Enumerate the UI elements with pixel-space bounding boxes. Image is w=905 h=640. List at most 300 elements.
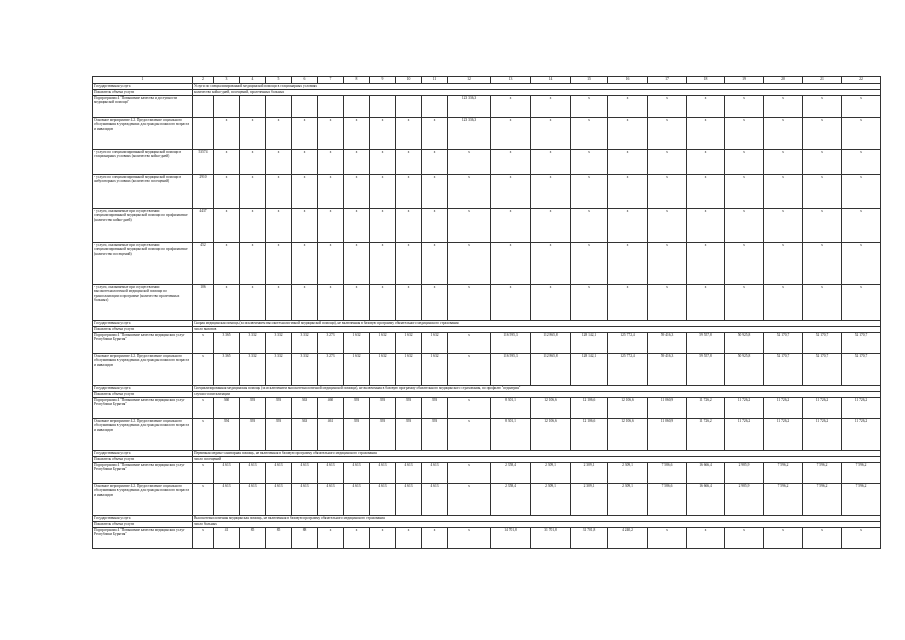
table-cell xyxy=(422,96,448,118)
table-cell: x xyxy=(448,150,491,175)
table-cell: x xyxy=(448,398,491,419)
table-cell: x xyxy=(725,209,764,243)
table-cell: 4 613 xyxy=(318,484,344,516)
table-cell: x xyxy=(266,150,292,175)
table-cell: 360 xyxy=(214,398,240,419)
table-cell: x xyxy=(422,528,448,549)
table-cell: x xyxy=(344,528,370,549)
table-cell: x xyxy=(422,175,448,209)
table-row xyxy=(93,419,881,451)
header-cell: 10 xyxy=(396,77,422,84)
row-name: Основное мероприятие 4.2. Предоставление социального обслуживания в учреждениях для граждан пожилого возраста и инвалидов xyxy=(93,484,193,516)
table-cell: x xyxy=(266,118,292,150)
budget-table xyxy=(92,76,881,549)
table-cell: 2 309,1 xyxy=(531,484,571,516)
table-cell: x xyxy=(571,96,608,118)
table-cell: 1 632 xyxy=(422,354,448,386)
service-value: Специализированная медицинская помощь (за исключением высокотехнологичной медицинской помощи), не включенная в базовую программу обязательного медицинского страхования, по профилю "педиатрия" xyxy=(193,386,881,392)
table-cell: x xyxy=(803,243,842,285)
header-cell: 16 xyxy=(608,77,648,84)
table-cell: 4 240,2 xyxy=(608,528,648,549)
table-cell: x xyxy=(764,150,803,175)
table-cell: 2 985,9 xyxy=(725,463,764,484)
indicator-value: количество койко-дней, посещений, пролеченных больных xyxy=(193,90,881,96)
table-cell: x xyxy=(240,175,266,209)
table-cell: 393 xyxy=(266,398,292,419)
service-label: Государственная услуга xyxy=(93,516,193,522)
table-cell: 4 613 xyxy=(422,484,448,516)
table-cell: 123 336,3 xyxy=(448,118,491,150)
table-cell: x xyxy=(648,118,687,150)
header-cell: 18 xyxy=(687,77,725,84)
table-cell: 12 106,6 xyxy=(531,419,571,451)
table-cell: x xyxy=(687,175,725,209)
row-name: - услуги по специализированной медицинской помощи в амбулаторных условиях (количество посещений) xyxy=(93,175,193,209)
header-cell: 21 xyxy=(803,77,842,84)
table-cell: x xyxy=(842,528,881,549)
table-cell xyxy=(396,96,422,118)
table-cell: x xyxy=(396,150,422,175)
table-cell: 4 613 xyxy=(292,463,318,484)
table-cell: 50 925,8 xyxy=(725,333,764,354)
table-cell: 52 170,7 xyxy=(803,354,842,386)
table-cell: x xyxy=(571,175,608,209)
table-cell: 52 170,7 xyxy=(842,333,881,354)
table-cell: x xyxy=(422,243,448,285)
table-cell: 2 985,9 xyxy=(725,484,764,516)
row-name: Подпрограмма 4 "Повышение качества медицинских услуг Республики Бурятия" xyxy=(93,333,193,354)
table-cell: 7 596,2 xyxy=(842,484,881,516)
table-cell: 11 726,2 xyxy=(842,398,881,419)
table-cell: x xyxy=(396,209,422,243)
table-cell: x xyxy=(803,209,842,243)
header-cell: 19 xyxy=(725,77,764,84)
table-cell: 393 xyxy=(422,419,448,451)
table-cell: 2 358,4 xyxy=(491,463,531,484)
table-cell: 4 613 xyxy=(396,484,422,516)
table-cell: x xyxy=(448,285,491,321)
table-cell: x xyxy=(608,209,648,243)
table-cell: x xyxy=(764,209,803,243)
document-sheet xyxy=(92,76,868,549)
table-cell: x xyxy=(648,285,687,321)
table-cell: x xyxy=(687,118,725,150)
table-cell: x xyxy=(396,175,422,209)
table-cell: 393 xyxy=(266,419,292,451)
table-cell: 2 309,1 xyxy=(608,463,648,484)
indicator-label: Показатель объема услуги xyxy=(93,327,193,333)
table-cell: 125 772,4 xyxy=(608,354,648,386)
table-cell: x xyxy=(648,175,687,209)
table-cell: x xyxy=(193,419,214,451)
row-name: Подпрограмма 4 "Повышение качества медицинских услуг Республики Бурятия" xyxy=(93,398,193,419)
table-cell: x xyxy=(240,118,266,150)
table-cell: 116 595,3 xyxy=(491,333,531,354)
table-cell: x xyxy=(214,118,240,150)
table-cell: x xyxy=(318,285,344,321)
table-row xyxy=(93,528,881,549)
table-cell: 7 596,2 xyxy=(803,484,842,516)
table-cell: 8 301,1 xyxy=(491,398,531,419)
table-cell: 4 613 xyxy=(214,463,240,484)
table-cell: 3 332 xyxy=(240,333,266,354)
table-cell: 52 170,7 xyxy=(764,333,803,354)
table-cell: 16 666,4 xyxy=(687,463,725,484)
header-cell: 2 xyxy=(193,77,214,84)
header-cell: 13 xyxy=(491,77,531,84)
table-cell: x xyxy=(571,118,608,150)
table-cell: x xyxy=(491,209,531,243)
table-cell: x xyxy=(318,118,344,150)
table-cell: x xyxy=(240,243,266,285)
table-row xyxy=(93,398,881,419)
table-row xyxy=(93,463,881,484)
header-cell: 3 xyxy=(214,77,240,84)
table-cell: x xyxy=(608,175,648,209)
table-cell: x xyxy=(214,175,240,209)
table-row xyxy=(93,354,881,386)
table-cell: 12 106,6 xyxy=(608,398,648,419)
table-cell: 4 613 xyxy=(266,463,292,484)
table-cell: 2 309,1 xyxy=(608,484,648,516)
table-cell: x xyxy=(292,150,318,175)
table-cell: 4 613 xyxy=(318,463,344,484)
table-cell: 11 726,2 xyxy=(725,419,764,451)
table-cell: 2 309,1 xyxy=(571,484,608,516)
table-cell: x xyxy=(396,285,422,321)
table-cell: 12 106,6 xyxy=(571,419,608,451)
table-cell: x xyxy=(648,209,687,243)
table-cell: 50 925,8 xyxy=(725,354,764,386)
table-cell: x xyxy=(448,528,491,549)
table-cell: x xyxy=(292,285,318,321)
table-cell xyxy=(193,96,214,118)
header-cell: 4 xyxy=(240,77,266,84)
row-name: Подпрограмма 4 "Повышение качества и доступности медицинской помощи" xyxy=(93,96,193,118)
table-row xyxy=(93,150,881,175)
table-cell: x xyxy=(803,528,842,549)
table-cell: 3 332 xyxy=(240,354,266,386)
table-cell: x xyxy=(370,118,396,150)
table-cell: x xyxy=(344,150,370,175)
table-cell: x xyxy=(318,150,344,175)
table-cell: x xyxy=(344,243,370,285)
table-row xyxy=(93,96,881,118)
table-cell: 363 xyxy=(292,419,318,451)
table-cell: x xyxy=(803,96,842,118)
service-label: Государственная услуга xyxy=(93,84,193,90)
table-cell: x xyxy=(448,175,491,209)
table-cell: x xyxy=(214,285,240,321)
table-cell: 4 613 xyxy=(214,484,240,516)
table-cell: 3 273 xyxy=(318,333,344,354)
table-cell: x xyxy=(803,118,842,150)
table-cell: 12 106,6 xyxy=(608,419,648,451)
table-cell: 106 xyxy=(193,285,214,321)
table-cell: x xyxy=(448,333,491,354)
table-cell: x xyxy=(214,150,240,175)
table-cell: x xyxy=(396,243,422,285)
table-row xyxy=(93,333,881,354)
indicator-value: число вызовов xyxy=(193,327,881,333)
table-cell: x xyxy=(608,96,648,118)
table-cell: x xyxy=(370,175,396,209)
table-cell: x xyxy=(571,209,608,243)
table-cell: 1 632 xyxy=(344,333,370,354)
row-name: Подпрограмма 4 "Повышение качества медицинских услуг Республики Бурятия" xyxy=(93,463,193,484)
table-cell: x xyxy=(687,528,725,549)
header-cell: 11 xyxy=(422,77,448,84)
table-cell: x xyxy=(292,209,318,243)
table-cell: 7 596,2 xyxy=(764,463,803,484)
table-cell: x xyxy=(764,118,803,150)
table-cell: 11 060,9 xyxy=(648,398,687,419)
header-cell: 1 xyxy=(93,77,193,84)
table-cell: 3 332 xyxy=(292,333,318,354)
indicator-label: Показатель объема услуги xyxy=(93,392,193,398)
table-cell: x xyxy=(266,285,292,321)
table-cell: x xyxy=(318,528,344,549)
table-cell xyxy=(214,96,240,118)
table-cell: 7 586,6 xyxy=(648,463,687,484)
table-cell: 16 666,4 xyxy=(687,484,725,516)
table-cell: 1 632 xyxy=(396,354,422,386)
table-cell xyxy=(240,96,266,118)
table-cell: 4 613 xyxy=(396,463,422,484)
header-row xyxy=(93,77,881,84)
table-cell: x xyxy=(648,243,687,285)
table-cell: x xyxy=(803,285,842,321)
table-cell xyxy=(318,96,344,118)
table-cell: x xyxy=(842,118,881,150)
table-cell: 11 726,2 xyxy=(803,398,842,419)
table-cell: 4 613 xyxy=(240,484,266,516)
service-value: Скорая медицинская помощь (за исключением высокотехнологичной медицинской помощи), не включенная в базовую программу обязательного медицинского страхования xyxy=(193,321,881,327)
table-cell: 125 772,4 xyxy=(608,333,648,354)
table-cell: x xyxy=(193,528,214,549)
table-cell: x xyxy=(193,333,214,354)
table-cell: x xyxy=(725,175,764,209)
table-cell: x xyxy=(448,484,491,516)
table-cell: 1 632 xyxy=(344,354,370,386)
table-cell: 11 726,2 xyxy=(803,419,842,451)
table-cell: 128 142,1 xyxy=(571,354,608,386)
table-cell: x xyxy=(687,150,725,175)
table-cell xyxy=(266,96,292,118)
table-cell: 53574 xyxy=(193,150,214,175)
table-cell: 393 xyxy=(370,419,396,451)
table-cell: 4 613 xyxy=(344,484,370,516)
table-cell: x xyxy=(803,150,842,175)
table-cell: x xyxy=(422,209,448,243)
header-cell: 17 xyxy=(648,77,687,84)
service-label: Государственная услуга xyxy=(93,451,193,457)
table-cell: 2910 xyxy=(193,175,214,209)
table-cell: 11 060,9 xyxy=(648,419,687,451)
table-cell: 4 613 xyxy=(344,463,370,484)
table-cell: x xyxy=(648,528,687,549)
table-cell: x xyxy=(292,175,318,209)
table-cell: 393 xyxy=(344,398,370,419)
table-cell: x xyxy=(491,150,531,175)
indicator-label: Показатель объема услуги xyxy=(93,522,193,528)
service-label: Государственная услуга xyxy=(93,321,193,327)
table-cell: 52 170,7 xyxy=(842,354,881,386)
table-cell: 123 336,3 xyxy=(448,96,491,118)
table-cell: x xyxy=(764,175,803,209)
table-cell: 116 595,3 xyxy=(491,354,531,386)
table-cell: 1 632 xyxy=(370,354,396,386)
header-cell: 8 xyxy=(344,77,370,84)
table-cell: 394 xyxy=(214,419,240,451)
table-cell: x xyxy=(370,285,396,321)
row-name: - услуги по специализированной медицинской помощи в стационарных условиях (количество койко-дней) xyxy=(93,150,193,175)
table-cell: 452 xyxy=(193,243,214,285)
table-cell: 4 613 xyxy=(422,463,448,484)
row-name: Основное мероприятие 4.2. Предоставление социального обслуживания в учреждениях для граждан пожилого возраста и инвалидов xyxy=(93,118,193,150)
row-name: - услуги, оказываемые при осуществлении специализированной медицинской помощи по профилактике (количество койко-дней) xyxy=(93,209,193,243)
row-name: - услуги, оказываемые при осуществлении специализированной медицинской помощи по профилактике (количество посещений) xyxy=(93,243,193,285)
table-cell: x xyxy=(571,243,608,285)
table-cell: x xyxy=(531,243,571,285)
header-cell: 20 xyxy=(764,77,803,84)
table-cell: x xyxy=(764,96,803,118)
table-cell: x xyxy=(491,243,531,285)
table-row xyxy=(93,285,881,321)
table-cell: x xyxy=(531,150,571,175)
table-cell: 3 332 xyxy=(266,333,292,354)
table-cell: x xyxy=(266,243,292,285)
table-cell: x xyxy=(396,528,422,549)
table-cell: 12 106,6 xyxy=(571,398,608,419)
table-cell: 11 726,2 xyxy=(687,398,725,419)
table-cell xyxy=(370,96,396,118)
table-cell: x xyxy=(764,528,803,549)
table-cell: x xyxy=(370,528,396,549)
table-cell: x xyxy=(266,209,292,243)
table-cell: 393 xyxy=(240,419,266,451)
header-cell: 6 xyxy=(292,77,318,84)
table-cell: 59 557,8 xyxy=(687,333,725,354)
table-cell: x xyxy=(370,209,396,243)
table-cell: 2 358,4 xyxy=(491,484,531,516)
header-cell: 9 xyxy=(370,77,396,84)
table-cell: 461 xyxy=(318,419,344,451)
service-value: Услуги по специализированной медицинской помощи в стационарных условиях xyxy=(193,84,881,90)
table-cell: 128 142,1 xyxy=(571,333,608,354)
table-cell: 4437 xyxy=(193,209,214,243)
table-cell: 59 557,8 xyxy=(687,354,725,386)
table-cell: 31 701,8 xyxy=(531,528,571,549)
table-cell: 85 xyxy=(240,528,266,549)
table-cell: x xyxy=(448,419,491,451)
table-cell xyxy=(193,118,214,150)
table-cell: 59 416,3 xyxy=(648,354,687,386)
table-cell: 7 586,6 xyxy=(648,484,687,516)
table-cell: 2 309,1 xyxy=(531,463,571,484)
table-cell: 3 365 xyxy=(214,354,240,386)
table-cell: x xyxy=(531,96,571,118)
indicator-label: Показатель объема услуги xyxy=(93,90,193,96)
table-cell: x xyxy=(370,243,396,285)
table-cell: 112 865,8 xyxy=(531,333,571,354)
table-cell: x xyxy=(370,150,396,175)
table-cell: 2 309,1 xyxy=(571,463,608,484)
table-cell: x xyxy=(448,209,491,243)
table-cell: x xyxy=(608,118,648,150)
table-cell: 11 726,2 xyxy=(725,398,764,419)
table-cell: 1 632 xyxy=(396,333,422,354)
table-cell: 393 xyxy=(396,419,422,451)
header-cell: 15 xyxy=(571,77,608,84)
table-cell: x xyxy=(422,150,448,175)
table-cell: x xyxy=(292,118,318,150)
table-cell: x xyxy=(842,150,881,175)
table-cell: x xyxy=(842,285,881,321)
table-cell: x xyxy=(266,175,292,209)
table-cell: x xyxy=(214,243,240,285)
table-cell: 12 106,6 xyxy=(531,398,571,419)
table-cell: 4 613 xyxy=(292,484,318,516)
table-cell: 460 xyxy=(318,398,344,419)
header-cell: 7 xyxy=(318,77,344,84)
table-cell: 8 301,1 xyxy=(491,419,531,451)
table-cell: x xyxy=(725,96,764,118)
table-row xyxy=(93,118,881,150)
table-cell: x xyxy=(344,175,370,209)
table-cell: x xyxy=(491,118,531,150)
table-cell: x xyxy=(725,285,764,321)
table-cell: 52 170,7 xyxy=(764,354,803,386)
table-cell: 7 596,2 xyxy=(764,484,803,516)
table-cell: 1 632 xyxy=(422,333,448,354)
table-cell: 4 613 xyxy=(370,463,396,484)
table-cell: 393 xyxy=(370,398,396,419)
table-cell: x xyxy=(687,209,725,243)
table-cell: x xyxy=(531,209,571,243)
table-cell: x xyxy=(318,243,344,285)
table-cell: 59 416,3 xyxy=(648,333,687,354)
table-cell: x xyxy=(531,285,571,321)
table-cell: x xyxy=(608,150,648,175)
table-cell: x xyxy=(531,175,571,209)
table-cell: x xyxy=(240,209,266,243)
table-cell: x xyxy=(725,118,764,150)
table-cell: x xyxy=(344,285,370,321)
row-name: Подпрограмма 4 "Повышение качества медицинских услуг Республики Бурятия" xyxy=(93,528,193,549)
table-cell: x xyxy=(842,96,881,118)
table-cell: x xyxy=(764,285,803,321)
table-cell: x xyxy=(842,175,881,209)
table-row xyxy=(93,209,881,243)
table-cell: x xyxy=(608,243,648,285)
service-value: Высокотехнологичная медицинская помощь, не включенная в базовую программу обязательного медицинского страхования xyxy=(193,516,881,522)
table-row xyxy=(93,243,881,285)
table-cell: x xyxy=(842,209,881,243)
service-label: Государственная услуга xyxy=(93,386,193,392)
header-cell: 5 xyxy=(266,77,292,84)
table-row xyxy=(93,175,881,209)
table-cell: 7 596,2 xyxy=(803,463,842,484)
table-cell: 393 xyxy=(396,398,422,419)
table-cell: 11 726,2 xyxy=(687,419,725,451)
table-cell: x xyxy=(764,243,803,285)
table-cell: x xyxy=(193,398,214,419)
table-cell xyxy=(292,96,318,118)
table-cell: x xyxy=(687,243,725,285)
table-cell: 85 xyxy=(266,528,292,549)
table-cell: x xyxy=(318,209,344,243)
